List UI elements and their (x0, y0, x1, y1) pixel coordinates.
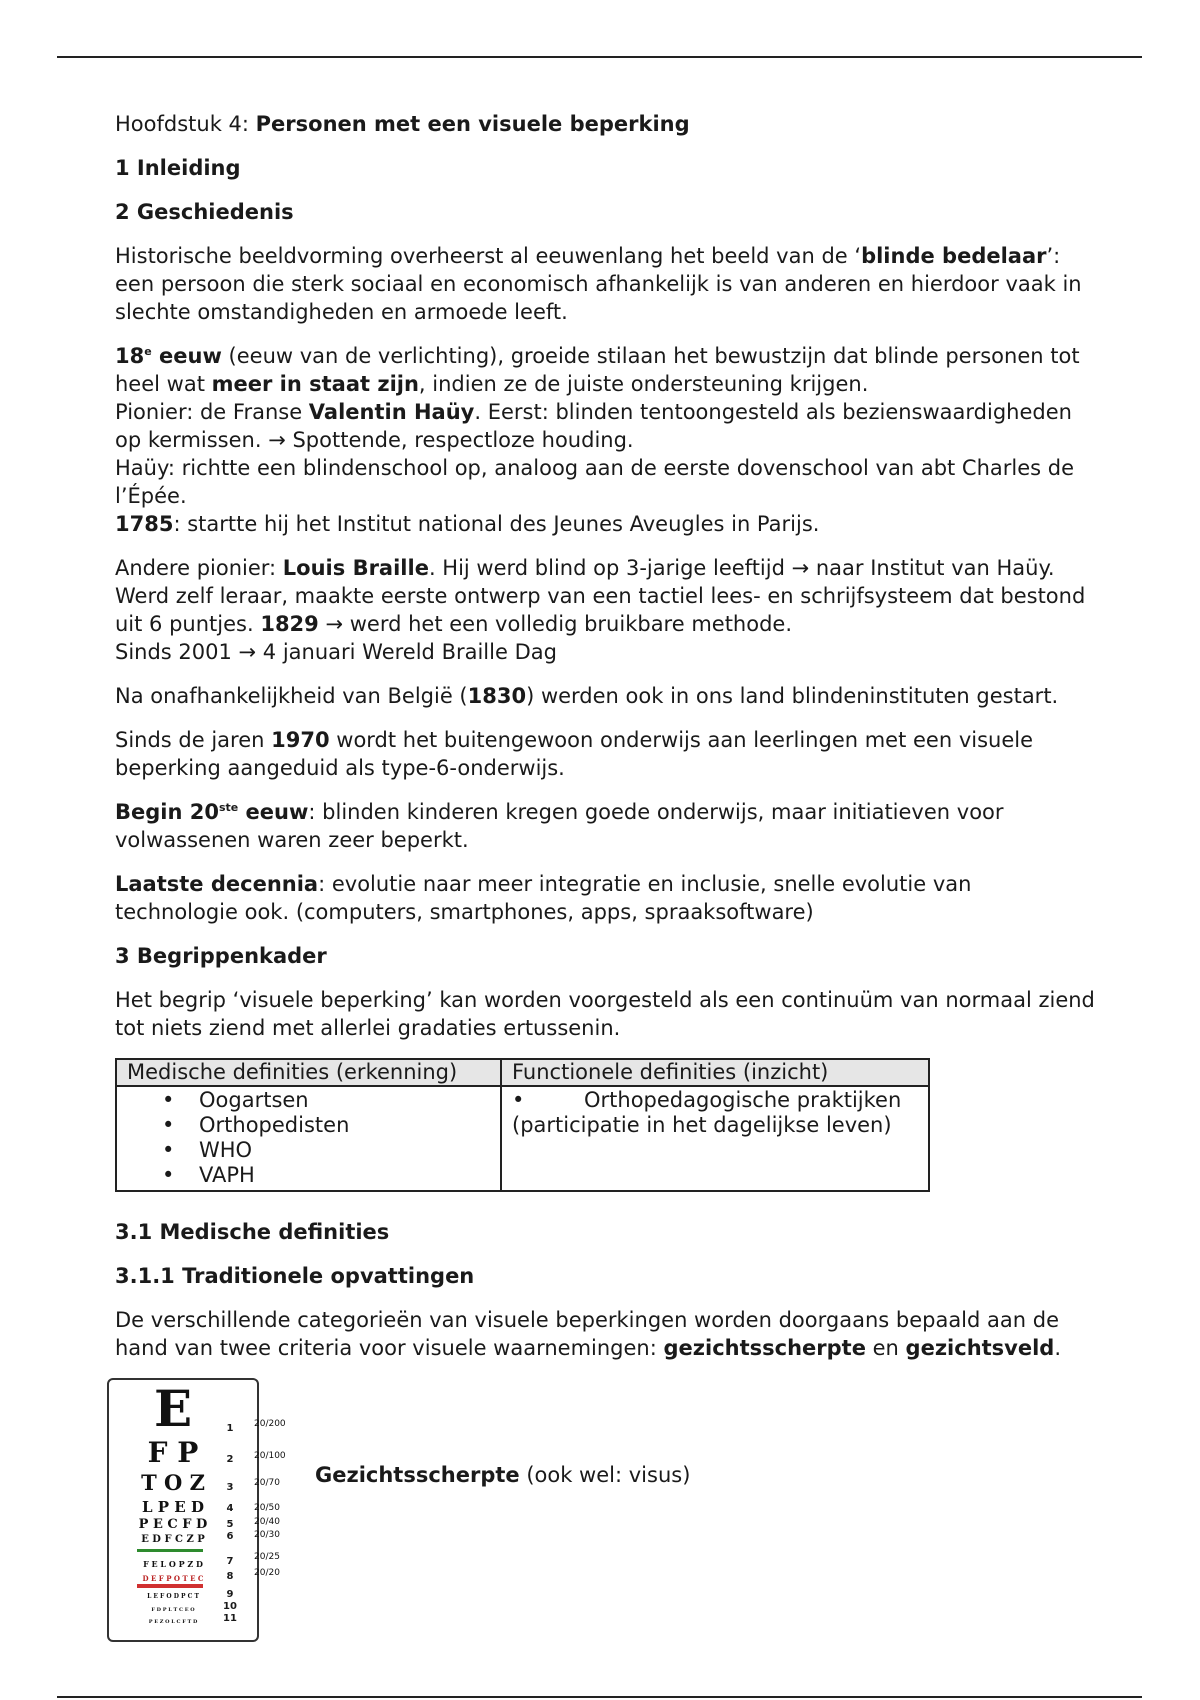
paragraph-begin-20ste-eeuw: Begin 20ste eeuw: blinden kinderen kregen goede onderwijs, maar initiatieven voor volwassenen waren zeer beperkt. (115, 800, 1004, 852)
list-item: • Orthopedisten (127, 1113, 492, 1138)
functioneel-note: (participatie in het dagelijkse leven) (512, 1113, 892, 1137)
row-number: 2 (226, 1454, 234, 1465)
row-number: 9 (226, 1589, 234, 1600)
table-cell-medisch (116, 1086, 501, 1191)
paragraph-18e-eeuw: 18e eeuw (eeuw van de verlichting), groeide stilaan het bewustzijn dat blinde personen tot heel wat meer in staat zijn, indien ze de juiste ondersteuning krijgen. Pionier: de Franse Valentin Haüy. Eerst: blinden tentoongesteld als bezienswaardigheden op kermissen. → Spottende, respectloze houding. Haüy: richtte een blindenschool op, analoog aan de eerste dovenschool van abt Charles de l’Épée. 1785: startte hij het Institut national des Jeunes Aveugles in Parijs. (115, 344, 1080, 536)
row-number: 10 (223, 1601, 237, 1612)
chapter-title: Hoofdstuk 4: Personen met een visuele beperking (115, 112, 690, 136)
bullet-dot: • (512, 1088, 525, 1112)
acuity-label: 20/50 (254, 1503, 280, 1513)
row-number: 4 (226, 1503, 234, 1514)
functioneel-item: Orthopedagogische praktijken (584, 1088, 902, 1112)
bottom-rule (57, 1696, 1142, 1698)
definitions-table (115, 1058, 930, 1192)
paragraph-1970: Sinds de jaren 1970 wordt het buitengewoon onderwijs aan leerlingen met een visuele beperking aangeduid als type-6-onderwijs. (115, 728, 1034, 780)
paragraph-blinde-bedelaar: Historische beeldvorming overheerst al eeuwenlang het beeld van de ‘blinde bedelaar’: een persoon die sterk sociaal en economisch afhankelijk is van anderen en hierdoor vaak in slechte omstandigheden en armoede leeft. (115, 244, 1082, 324)
row-number: 3 (226, 1482, 234, 1493)
row-number: 6 (226, 1531, 234, 1542)
row-number: 5 (226, 1519, 234, 1530)
paragraph-criteria: De verschillende categorieën van visuele beperkingen worden doorgaans bepaald aan de hand van twee criteria voor visuele waarnemingen: gezichtsscherpte en gezichtsveld. (115, 1308, 1062, 1360)
heading-inleiding: 1 Inleiding (115, 156, 241, 180)
chart-letter-row: L E F O D P C T (147, 1593, 199, 1600)
red-line (137, 1584, 203, 1588)
chart-letter-row: E (153, 1379, 193, 1438)
table-cell-functioneel (501, 1086, 929, 1191)
chart-letter-row: F E L O P Z D (143, 1559, 203, 1569)
acuity-label: 20/40 (254, 1517, 280, 1527)
chart-letter-row: T O Z (141, 1470, 205, 1495)
top-rule (57, 56, 1142, 58)
row-number: 1 (226, 1423, 234, 1434)
heading-traditionele-opvattingen: 3.1.1 Traditionele opvattingen (115, 1264, 475, 1288)
row-number: 11 (223, 1613, 237, 1624)
paragraph-continuum: Het begrip ‘visuele beperking’ kan worden voorgesteld als een continuüm van normaal ziend tot niets ziend met allerlei gradaties ertussenin. (115, 988, 1095, 1040)
paragraph-louis-braille: Andere pionier: Louis Braille. Hij werd blind op 3-jarige leeftijd → naar Institut van Haüy. Werd zelf leraar, maakte eerste ontwerp van een tactiel lees- en schrijfsysteem dat bestond uit 6 puntjes. 1829 → werd het een volledig bruikbare methode. Sinds 2001 → 4 januari Wereld Braille Dag (115, 556, 1086, 664)
acuity-label: 20/70 (254, 1478, 280, 1488)
green-line (137, 1549, 203, 1552)
eye-chart-row (115, 1378, 1095, 1648)
chart-letter-row: F P (147, 1436, 199, 1469)
acuity-label: 20/20 (254, 1568, 280, 1578)
table-header-functioneel: Functionele definities (inzicht) (501, 1059, 929, 1086)
chart-letter-row: P E Z O L C F T D (148, 1619, 198, 1625)
paragraph-laatste-decennia: Laatste decennia: evolutie naar meer integratie en inclusie, snelle evolutie van technologie ook. (computers, smartphones, apps, spraaksoftware) (115, 872, 972, 924)
medisch-list (127, 1088, 492, 1188)
paragraph-belgie-1830: Na onafhankelijkheid van België (1830) werden ook in ons land blindeninstituten gestart. (115, 684, 1059, 708)
list-item: • VAPH (127, 1163, 492, 1188)
table-header-medisch: Medische definities (erkenning) (116, 1059, 501, 1086)
chart-letter-row: L P E D (142, 1498, 204, 1516)
acuity-label: 20/200 (254, 1419, 286, 1429)
acuity-label: 20/30 (254, 1530, 280, 1540)
snellen-eye-chart-image (107, 1378, 286, 1642)
eye-chart-caption: Gezichtsscherpte (ook wel: visus) (315, 1463, 691, 1487)
acuity-label: 20/100 (254, 1451, 286, 1461)
chart-letter-row: D E F P O T E C (142, 1574, 204, 1583)
row-number: 8 (226, 1571, 234, 1582)
chart-letter-row: E D F C Z P (141, 1534, 205, 1545)
list-item: • Oogartsen (127, 1088, 492, 1113)
list-item: • WHO (127, 1138, 492, 1163)
heading-begrippenkader: 3 Begrippenkader (115, 944, 327, 968)
heading-geschiedenis: 2 Geschiedenis (115, 200, 294, 224)
document-body (115, 110, 1095, 1648)
acuity-label: 20/25 (254, 1552, 280, 1562)
chart-letter-row: F D P L T C E O (151, 1607, 195, 1613)
row-number: 7 (226, 1556, 234, 1567)
heading-medische-definities: 3.1 Medische definities (115, 1220, 390, 1244)
chart-letter-row: P E C F D (138, 1517, 208, 1532)
